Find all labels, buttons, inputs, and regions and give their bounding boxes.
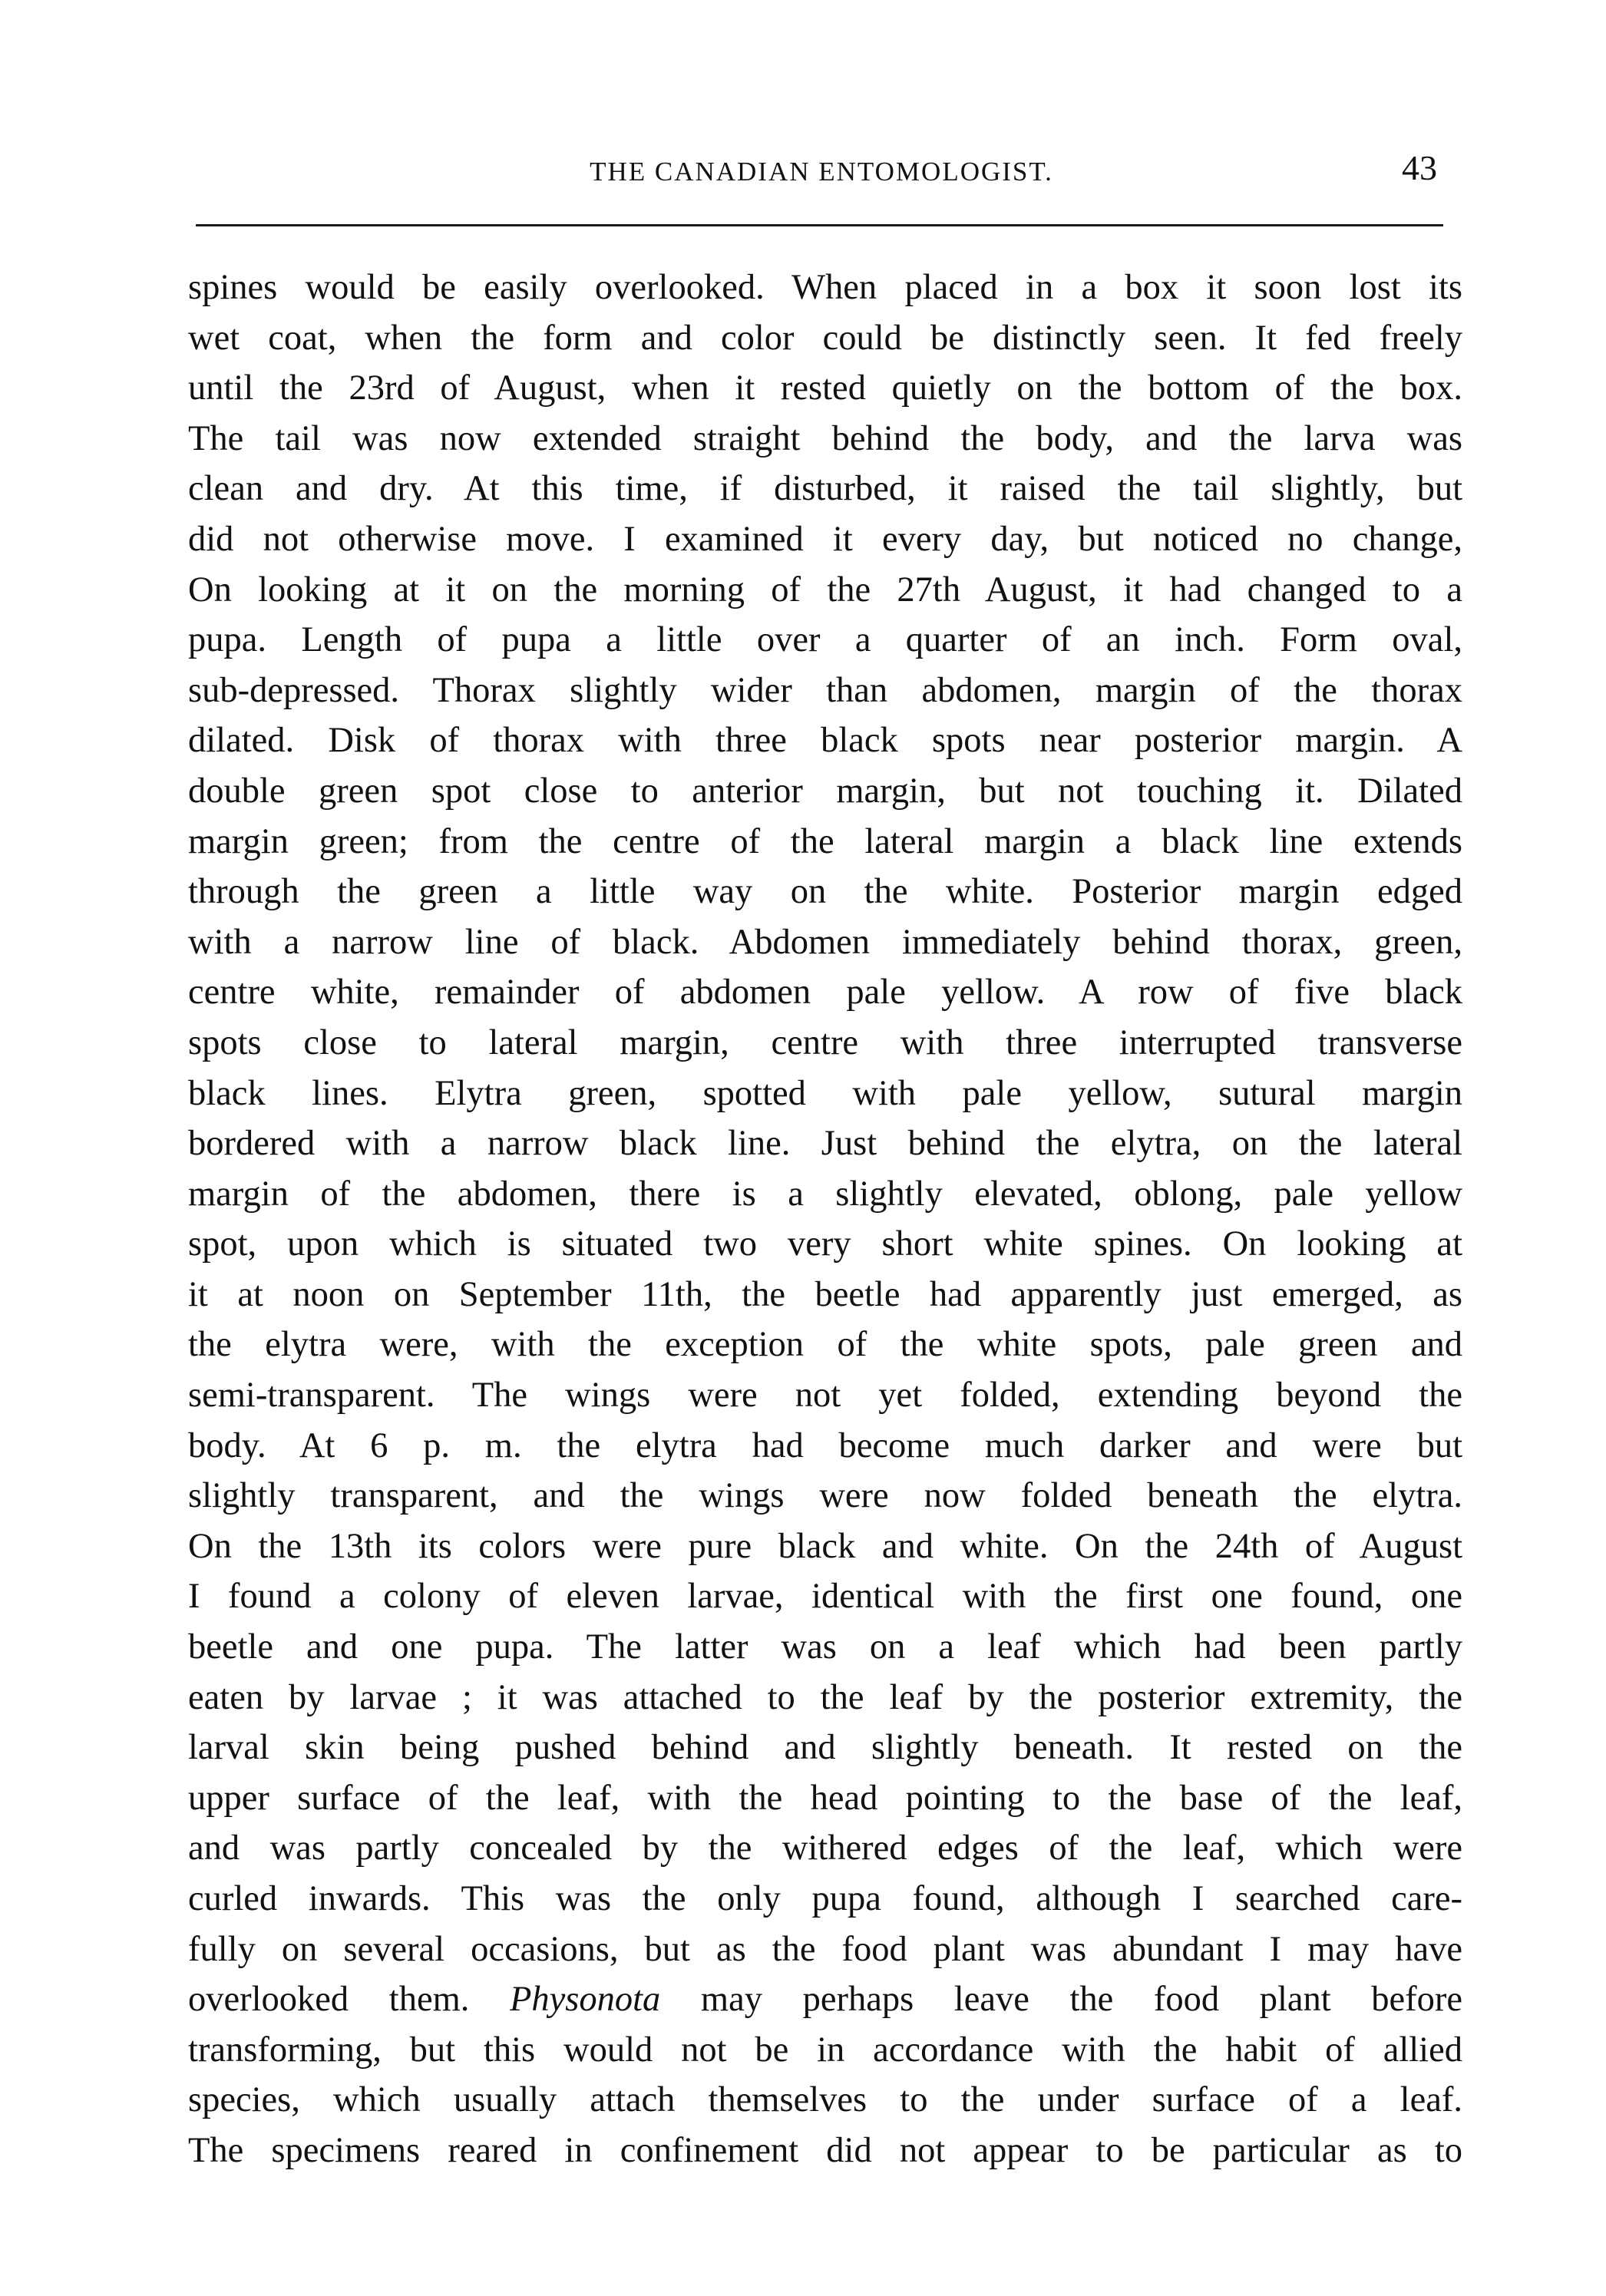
text-line: the elytra were, with the exception of the white spots, pale green and <box>188 1325 1462 1365</box>
text-line: upper surface of the leaf, with the head pointing to the base of the leaf, <box>188 1778 1462 1818</box>
text-line: double green spot close to anterior margin, but not touching it. Dilated <box>188 771 1462 811</box>
text-line: until the 23rd of August, when it rested quietly on the bottom of the box. <box>188 368 1462 408</box>
text-line: pupa. Length of pupa a little over a quarter of an inch. Form oval, <box>188 620 1462 660</box>
text-line: sub-depressed. Thorax slightly wider than abdomen, margin of the thorax <box>188 670 1462 710</box>
text-line: spots close to lateral margin, centre with three interrupted transverse <box>188 1022 1462 1062</box>
header-rule <box>196 224 1443 226</box>
body-text <box>188 263 1462 2176</box>
text-line: dilated. Disk of thorax with three black spots near posterior margin. A <box>188 721 1462 761</box>
text-line-end: may perhaps leave the food plant before <box>700 1980 1463 2020</box>
text-line: spines would be easily overlooked. When placed in a box it soon lost its <box>188 268 1462 307</box>
text-line: curled inwards. This was the only pupa found, although I searched care- <box>188 1879 1462 1918</box>
text-line: fully on several occasions, but as the food plant was abundant I may have <box>188 1929 1462 1969</box>
text-line: beetle and one pupa. The latter was on a leaf which had been partly <box>188 1627 1462 1667</box>
text-line: On looking at it on the morning of the 27th August, it had changed to a <box>188 570 1462 610</box>
text-line: The specimens reared in confinement did not appear to be particular as to <box>188 2130 1462 2170</box>
text-line: margin green; from the centre of the lateral margin a black line extends <box>188 821 1462 861</box>
genus-name: Physonota <box>510 1980 661 2020</box>
text-line: semi-transparent. The wings were not yet folded, extending beyond the <box>188 1376 1462 1416</box>
text-line: through the green a little way on the white. Posterior margin edged <box>188 872 1462 912</box>
text-line: centre white, remainder of abdomen pale yellow. A row of five black <box>188 973 1462 1013</box>
running-title: THE CANADIAN ENTOMOLOGIST. <box>590 157 1053 187</box>
text-line: clean and dry. At this time, if disturbed, it raised the tail slightly, but <box>188 469 1462 509</box>
text-line: I found a colony of eleven larvae, identical with the first one found, one <box>188 1577 1462 1617</box>
text-line: it at noon on September 11th, the beetle had apparently just emerged, as <box>188 1274 1462 1314</box>
text-line: transforming, but this would not be in accordance with the habit of allied <box>188 2030 1462 2070</box>
text-line: bordered with a narrow black line. Just behind the elytra, on the lateral <box>188 1124 1462 1164</box>
text-line: body. At 6 p. m. the elytra had become much darker and were but <box>188 1426 1462 1465</box>
text-line: species, which usually attach themselves to the under surface of a leaf. <box>188 2080 1462 2120</box>
text-line: slightly transparent, and the wings were now folded beneath the elytra. <box>188 1476 1462 1516</box>
page-number: 43 <box>1402 148 1437 187</box>
text-line: wet coat, when the form and color could be distinctly seen. It fed freely <box>188 318 1462 358</box>
page-header <box>192 147 1451 193</box>
text-line: spot, upon which is situated two very short white spines. On looking at <box>188 1224 1462 1264</box>
text-line: black lines. Elytra green, spotted with pale yellow, sutural margin <box>188 1073 1462 1113</box>
text-line: margin of the abdomen, there is a slightly elevated, oblong, pale yellow <box>188 1174 1462 1214</box>
text-line: On the 13th its colors were pure black and white. On the 24th of August <box>188 1526 1462 1566</box>
text-line: with a narrow line of black. Abdomen immediately behind thorax, green, <box>188 922 1462 962</box>
text-line-with-italic <box>188 1974 1462 2025</box>
text-line: and was partly concealed by the withered edges of the leaf, which were <box>188 1829 1462 1868</box>
text-line: did not otherwise move. I examined it every day, but noticed no change, <box>188 519 1462 559</box>
text-line: The tail was now extended straight behind the body, and the larva was <box>188 418 1462 458</box>
text-line-start: overlooked them. <box>188 1980 470 2020</box>
text-line: larval skin being pushed behind and slightly beneath. It rested on the <box>188 1728 1462 1768</box>
text-line: eaten by larvae ; it was attached to the leaf by the posterior extremity, the <box>188 1677 1462 1717</box>
